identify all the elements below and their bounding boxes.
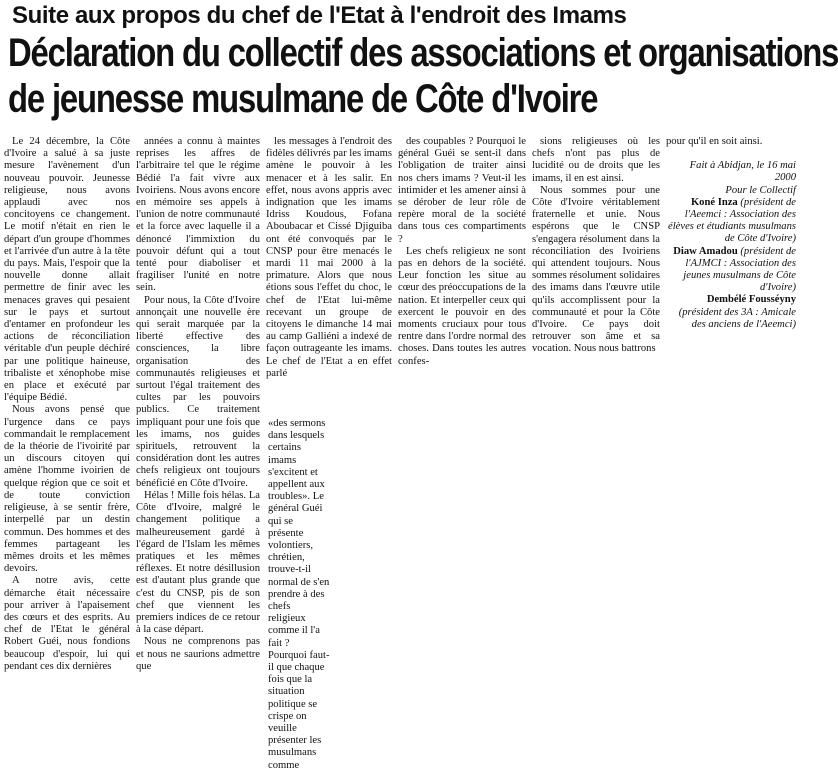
paragraph: Les chefs religieux ne sont pas en dehors de la société. Leur fonction les situe au cœur des préoccupations de la nation. Et interpeller ceux qui exercent le pouvoir en des moments cruciaux pour tous rentre dans l'ordre normal des choses. Dans toutes les autres confes-: [398, 245, 526, 367]
paragraph: les messages à l'endroit des fidèles délivrés par les imams amène le pouvoir à les menacer et à les salir. En effet, nous avons appris avec indignation que les imams Idriss Koudous, Fofana Aboubacar et Cissé Djiguiba ont été convoqués par le CNSP pour être menacés le mardi 11 mai 2000 à la primature. Alors que nous étions sous l'effet du choc, le chef de l'Etat lui-même recevant un groupe de citoyens le dimanche 14 mai au camp Galliéni a indexé de façon outrageante les imams. Le chef de l'Etat a en effet parlé: [266, 136, 392, 379]
paragraph: A notre avis, cette démarche était nécessaire pour arriver à l'apaisement des cœurs et des esprits. Au chef de l'Etat le général Robert Guéi, nous fondions beaucoup d'espoir, lui qui pendant ces dix dernières: [4, 575, 130, 672]
signature-place-date: Fait à Abidjan, le 16 mai 2000: [689, 160, 796, 184]
paragraph: Nous avons pensé que l'urgence dans ce pays commandait le remplacement de la théorie de l'ivoirité par un discours citoyen qui amène l'homme ivoirien de quelque région que ce soit et de toute conviction religieuse, à se sentir frère, interpellé par un destin commun. Des hommes et des femmes partageant les mêmes droits et les mêmes devoirs.: [4, 404, 130, 575]
paragraph: pour qu'il en soit ainsi.: [666, 136, 763, 147]
article-column-3: [266, 136, 392, 416]
paragraph: sions religieuses où les chefs n'ont pas plus de lucidité ou de droits que les imams, il en est ainsi.: [532, 136, 660, 184]
signatory-role: (président de l'Aeemci : Association des élèves et étudiants musulmans de Côte d'Ivoire): [668, 196, 796, 245]
signatory-role: (président de l'AJMCI : Association des jeunes musulmans de Côte d'Ivoire): [683, 245, 796, 294]
article-column-3-narrow: [268, 418, 330, 771]
paragraph: «des sermons dans lesquels certains imams s'excitent et appellent aux troubles». Le général Guéi qui se présente volontiers, chrétien, trouve-t-il normal de s'en prendre à des chefs religieux comme il l'a fait ? Pourquoi faut-il que chaque fois que la situation politique se crispe on veuille présenter les musulmans comme: [268, 418, 330, 771]
article-column-1: [4, 136, 130, 672]
article-column-4: [398, 136, 526, 396]
paragraph: Le 24 décembre, la Côte d'Ivoire a salué à sa juste mesure l'avènement d'un nouveau pouvoir. Jeunesse religieuse, nous avons applaudi avec nos concitoyens ce changement. Le motif n'était en rien le départ d'un groupe d'hommes et l'arrivée d'un autre à la tête du pays. Mais, l'espoir que la nouvelle donne allait permettre de finir avec les menaces graves qui pesaient sur le pays et surtout d'entamer en profondeur les actions de réconciliation véritable d'un peuple déchiré par une politique haineuse, tribaliste et xénophobe mise en place et exécuté par l'équipe Bédié.: [4, 136, 130, 404]
signatory-name: Koné Inza: [690, 196, 738, 208]
article-column-5: [532, 136, 660, 436]
paragraph: Nous sommes pour une Côte d'Ivoire véritablement fraternelle et unie. Nous espérons que le CNSP s'engagera résolument dans la réconciliation des Ivoiriens qui attendent toujours. Nous sommes résolument solidaires des imams dans l'œuvre utile qu'ils accomplissent pour la communauté et pour la Côte d'Ivoire. Ce pays doit retrouver son âme et sa vocation. Nous nous battrons: [532, 184, 660, 355]
article-column-6: [666, 136, 796, 466]
main-headline-line-1: Déclaration du collectif des associations et organisations: [8, 31, 838, 75]
paragraph: des coupables ? Pourquoi le général Guéi se sent-il dans l'obligation de traiter ainsi nos chers imams ? Veut-il les intimider et les amener ainsi à se dérober de leur rôle de repère moral de la société dans tous ces compartiments ?: [398, 136, 526, 245]
paragraph: Pour nous, la Côte d'Ivoire annonçait une nouvelle ère qui serait marquée par la liberté effective des consciences, la libre organisation des communautés religieuses et surtout l'égal traitement des cultes par les pouvoirs publics. Ce traitement impliquant pour une fois que les imams, nos guides spirituels, retrouvent la considération dont les autres chefs religieux ont toujours bénéficié en Côte d'Ivoire.: [136, 294, 260, 489]
paragraph: années a connu à maintes reprises les affres de l'arbitraire tel que le régime Bédié l'a fait vivre aux Ivoiriens. Nous avons encore en mémoire ses appels à l'union de notre communauté et la force avec laquelle il a dénoncé l'immixtion du pouvoir défunt qui a tout tenté pour diaboliser et fragiliser l'unité en notre sein.: [136, 136, 260, 294]
signatory-role: (président des 3A : Amicale des anciens de l'Aeemci): [678, 306, 796, 330]
paragraph: Nous ne comprenons pas et nous ne saurions admettre que: [136, 636, 260, 672]
signatory-name: Diaw Amadou: [673, 245, 738, 257]
signatory-name: Dembélé Fousséyny: [706, 294, 796, 306]
paragraph: Hélas ! Mille fois hélas. La Côte d'Ivoire, malgré le changement politique a malheureusement gardé à l'égard de l'Islam les mêmes pratiques et les mêmes réflexes. Et notre désillusion est d'autant plus grande que c'est du CNSP, pis de son chef que viennent les premiers indices de ce retour à la case départ.: [136, 489, 260, 636]
main-headline-line-2: de jeunesse musulmane de Côte d'Ivoire: [8, 77, 598, 121]
article-column-2: [136, 136, 260, 672]
kicker-headline: Suite aux propos du chef de l'Etat à l'endroit des Imams: [12, 2, 627, 29]
signature-for: Pour le Collectif: [725, 184, 796, 196]
